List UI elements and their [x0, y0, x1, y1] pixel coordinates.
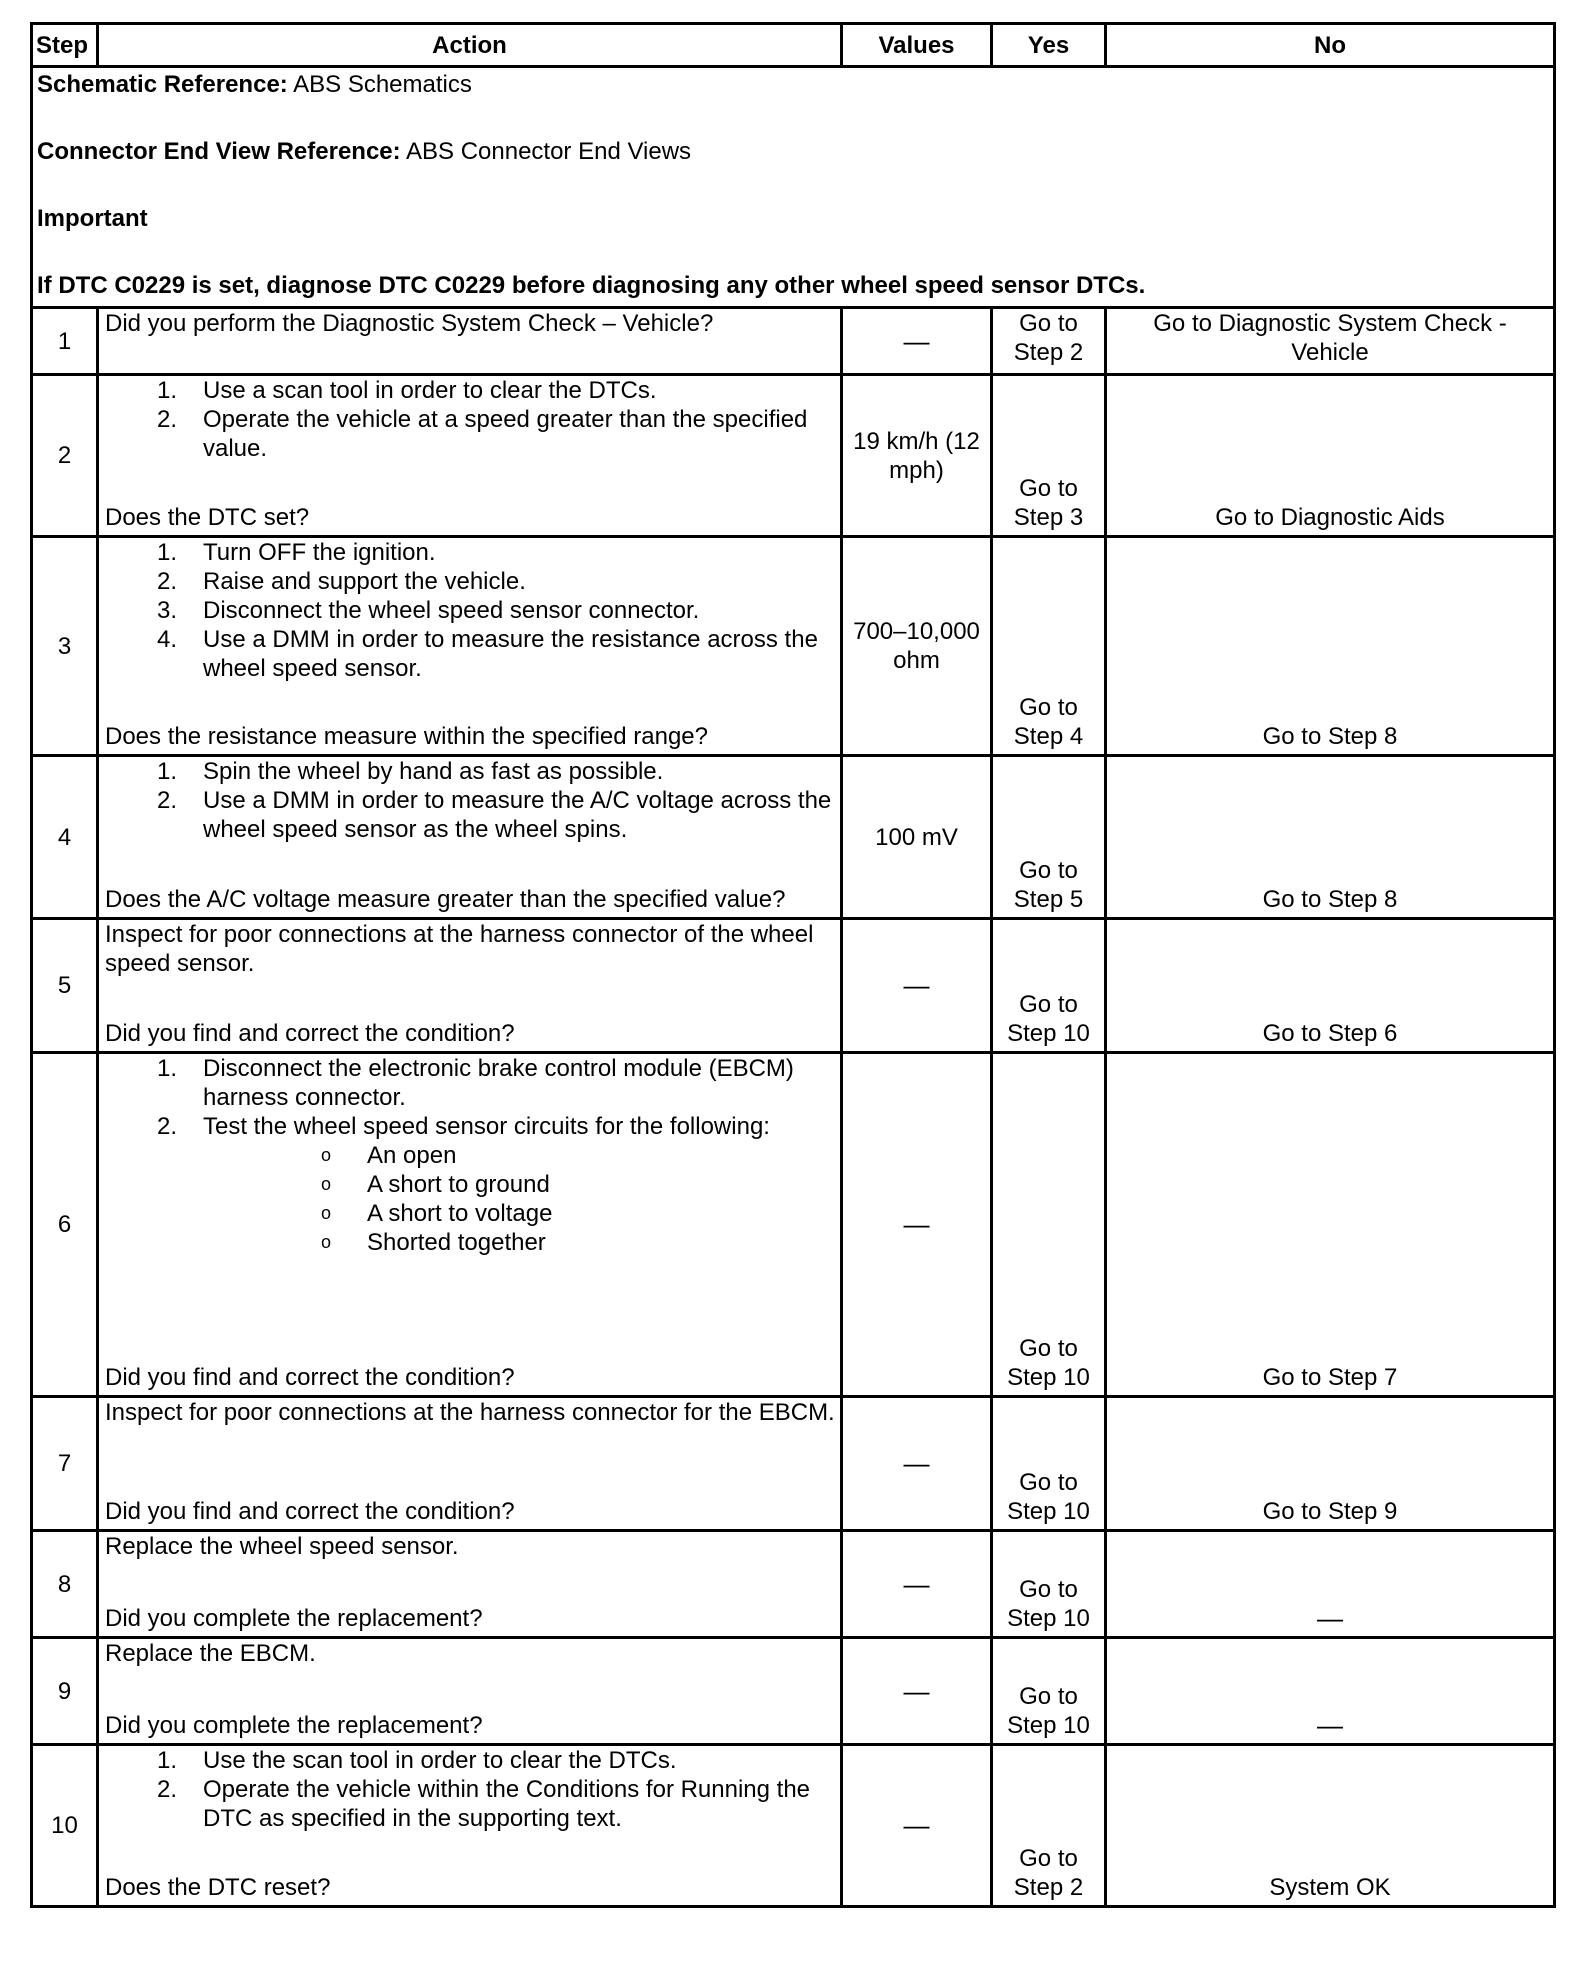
step-instruction: Replace the wheel speed sensor. [105, 1533, 459, 1560]
yes-result-line: Go to [1019, 1469, 1078, 1496]
step-value: — [842, 1053, 992, 1397]
list-item: 4. Use a DMM in order to measure the resistance across the wheel speed sensor. [99, 625, 840, 683]
step-yes [992, 375, 1106, 537]
step-action-list [99, 538, 840, 683]
step-no [1106, 375, 1555, 537]
no-result: — [1317, 1710, 1343, 1740]
yes-result-line: Step 5 [1013, 886, 1084, 913]
connector-reference-value: ABS Connector End Views [406, 138, 692, 165]
action-item-text: Operate the vehicle within the Conditions for Running the DTC as specified in the supporting text. [203, 1776, 811, 1832]
yes-result-line: Step 10 [1007, 1498, 1090, 1525]
list-item [99, 1141, 840, 1170]
list-item: 1. Use the scan tool in order to clear the DTCs. [99, 1746, 840, 1775]
step-question: Does the A/C voltage measure greater than the specified value? [105, 886, 786, 913]
table-row [32, 919, 1555, 1053]
step-no [1106, 1638, 1555, 1745]
step-value: — [842, 1638, 992, 1745]
step-number: 4 [32, 756, 98, 919]
action-item-text: Disconnect the electronic brake control module (EBCM) harness connector. [203, 1055, 794, 1111]
no-result: Go to Step 8 [1262, 886, 1398, 913]
step-no [1106, 756, 1555, 919]
list-item: 2. Test the wheel speed sensor circuits for the following: [99, 1112, 840, 1141]
action-item-text: Turn OFF the ignition. [203, 539, 436, 566]
yes-result [993, 309, 1104, 367]
step-instruction: Inspect for poor connections at the harness connector of the wheel speed sensor. [105, 921, 814, 977]
step-question: Did you find and correct the condition? [105, 1364, 515, 1391]
table-row [32, 308, 1555, 375]
step-no [1106, 308, 1555, 375]
yes-result-line: Go to [1019, 694, 1078, 721]
step-question: Did you complete the replacement? [105, 1605, 483, 1632]
diagnostic-table [30, 22, 1556, 1908]
no-result: Go to Diagnostic Aids [1215, 504, 1445, 531]
step-question: Did you find and correct the condition? [105, 1020, 515, 1047]
step-number: 7 [32, 1397, 98, 1531]
action-item-text: Use a DMM in order to measure the A/C voltage across the wheel speed sensor as the wheel spins. [203, 787, 832, 843]
no-result: — [1317, 1603, 1343, 1633]
no-result: System OK [1269, 1874, 1391, 1901]
sub-condition-text: A short to voltage [367, 1200, 553, 1227]
step-question: Does the resistance measure within the specified range? [105, 723, 708, 750]
list-item: 2. Use a DMM in order to measure the A/C voltage across the wheel speed sensor as the wheel spins. [99, 786, 840, 844]
yes-result-line: Go to [1019, 991, 1078, 1018]
table-row [32, 1745, 1555, 1907]
step-number: 9 [32, 1638, 98, 1745]
step-value: 100 mV [842, 756, 992, 919]
step-value: 19 km/h (12 mph) [842, 375, 992, 537]
step-no [1106, 1053, 1555, 1397]
yes-result-line: Step 10 [1007, 1605, 1090, 1632]
step-action [98, 1745, 842, 1907]
yes-result-line: Step 10 [1007, 1364, 1090, 1391]
step-number: 5 [32, 919, 98, 1053]
list-item: 2. Operate the vehicle at a speed greater than the specified value. [99, 405, 840, 463]
yes-result-line: Go to [1019, 1845, 1078, 1872]
reference-block [32, 67, 1555, 308]
step-instruction: Inspect for poor connections at the harness connector for the EBCM. [105, 1399, 835, 1426]
action-item-text: Use a scan tool in order to clear the DTCs. [203, 377, 657, 404]
table-row [32, 756, 1555, 919]
step-value: — [842, 1531, 992, 1638]
step-no [1106, 537, 1555, 756]
yes-result [993, 693, 1104, 751]
step-number: 8 [32, 1531, 98, 1638]
yes-result [993, 856, 1104, 914]
table-row [32, 1053, 1555, 1397]
bullet-icon: o [320, 1174, 331, 1194]
list-item [99, 1199, 840, 1228]
yes-result-line: Step 10 [1007, 1712, 1090, 1739]
list-item: 2. Raise and support the vehicle. [99, 567, 840, 596]
table-row [32, 1397, 1555, 1531]
step-yes [992, 1053, 1106, 1397]
step-instruction: Did you perform the Diagnostic System Check – Vehicle? [105, 310, 714, 337]
step-action-list [99, 1746, 840, 1833]
yes-result [993, 1682, 1104, 1740]
yes-result [993, 1468, 1104, 1526]
step-question: Did you complete the replacement? [105, 1712, 483, 1739]
yes-result-line: Step 2 [1013, 1874, 1084, 1901]
list-item [99, 1170, 840, 1199]
yes-result [993, 474, 1104, 532]
bullet-icon: o [320, 1232, 331, 1252]
table-row [32, 537, 1555, 756]
step-yes [992, 756, 1106, 919]
list-item: 3. Disconnect the wheel speed sensor connector. [99, 596, 840, 625]
step-action [98, 919, 842, 1053]
sub-condition-text: A short to ground [367, 1171, 550, 1198]
step-number: 2 [32, 375, 98, 537]
step-number: 6 [32, 1053, 98, 1397]
step-yes [992, 537, 1106, 756]
diagnostic-table-container [30, 22, 1553, 1908]
list-item [99, 1228, 840, 1257]
step-value: — [842, 1397, 992, 1531]
action-item-text: Use a DMM in order to measure the resistance across the wheel speed sensor. [203, 626, 818, 682]
yes-result-line: Go to [1019, 1576, 1078, 1603]
step-action [98, 1531, 842, 1638]
yes-result [993, 990, 1104, 1048]
no-result: Go to Step 9 [1262, 1498, 1398, 1525]
step-value: — [842, 308, 992, 375]
yes-result [993, 1575, 1104, 1633]
action-item-text: Raise and support the vehicle. [203, 568, 526, 595]
bullet-icon: o [320, 1203, 331, 1223]
yes-result-line: Step 2 [1013, 339, 1084, 366]
list-item: 1. Use a scan tool in order to clear the DTCs. [99, 376, 840, 405]
step-instruction: Replace the EBCM. [105, 1640, 316, 1667]
list-item: 1. Turn OFF the ignition. [99, 538, 840, 567]
table-row [32, 1531, 1555, 1638]
step-yes [992, 919, 1106, 1053]
step-action [98, 375, 842, 537]
step-action [98, 1397, 842, 1531]
table-row [32, 1638, 1555, 1745]
header-action: Action [98, 24, 842, 67]
sub-condition-text: An open [367, 1142, 457, 1169]
list-item: 2. Operate the vehicle within the Conditions for Running the DTC as specified in the supporting text. [99, 1775, 840, 1833]
yes-result-line: Step 4 [1013, 723, 1084, 750]
step-question: Does the DTC set? [105, 504, 310, 531]
yes-result-line: Go to [1019, 475, 1078, 502]
step-yes [992, 1397, 1106, 1531]
header-values: Values [842, 24, 992, 67]
step-action [98, 1053, 842, 1397]
step-question: Does the DTC reset? [105, 1874, 331, 1901]
no-result: Go to Step 8 [1262, 723, 1398, 750]
step-no [1106, 1531, 1555, 1638]
step-number: 10 [32, 1745, 98, 1907]
step-action [98, 537, 842, 756]
no-result: Go to Step 7 [1262, 1364, 1398, 1391]
sub-condition-list [99, 1141, 840, 1257]
step-no [1106, 1397, 1555, 1531]
list-item: 1. Spin the wheel by hand as fast as possible. [99, 757, 840, 786]
step-action [98, 756, 842, 919]
important-label: Important [37, 205, 148, 232]
schematic-reference-value: ABS Schematics [293, 71, 472, 98]
header-no: No [1106, 24, 1555, 67]
step-action [98, 308, 842, 375]
step-action-list [99, 1054, 840, 1141]
bullet-icon: o [320, 1145, 331, 1165]
yes-result [993, 1844, 1104, 1902]
yes-result-line: Go to [1019, 1683, 1078, 1710]
step-value: — [842, 1745, 992, 1907]
step-yes [992, 1638, 1106, 1745]
header-step: Step [32, 24, 98, 67]
yes-result-line: Go to [1019, 310, 1078, 337]
step-action-list [99, 757, 840, 844]
step-yes [992, 1745, 1106, 1907]
step-no [1106, 1745, 1555, 1907]
step-action-list [99, 376, 840, 463]
no-result: Go to Step 6 [1262, 1020, 1398, 1047]
step-question: Did you find and correct the condition? [105, 1498, 515, 1525]
action-item-text: Test the wheel speed sensor circuits for the following: [203, 1113, 770, 1140]
action-item-text: Disconnect the wheel speed sensor connector. [203, 597, 700, 624]
table-row [32, 375, 1555, 537]
reference-row [32, 67, 1555, 308]
connector-reference-label: Connector End View Reference: [37, 138, 401, 165]
step-value: — [842, 919, 992, 1053]
step-no [1106, 919, 1555, 1053]
action-item-text: Use the scan tool in order to clear the DTCs. [203, 1747, 677, 1774]
step-value: 700–10,000 ohm [842, 537, 992, 756]
step-yes [992, 1531, 1106, 1638]
yes-result-line: Step 3 [1013, 504, 1084, 531]
action-item-text: Operate the vehicle at a speed greater than the specified value. [203, 406, 808, 462]
step-number: 1 [32, 308, 98, 375]
yes-result [993, 1334, 1104, 1392]
yes-result-line: Step 10 [1007, 1020, 1090, 1047]
important-note: If DTC C0229 is set, diagnose DTC C0229 before diagnosing any other wheel speed sensor DTCs. [37, 272, 1146, 299]
step-action [98, 1638, 842, 1745]
step-number: 3 [32, 537, 98, 756]
table-header-row [32, 24, 1555, 67]
yes-result-line: Go to [1019, 1335, 1078, 1362]
no-result: Go to Diagnostic System Check - Vehicle [1153, 310, 1507, 366]
yes-result-line: Go to [1019, 857, 1078, 884]
sub-condition-text: Shorted together [367, 1229, 546, 1256]
action-item-text: Spin the wheel by hand as fast as possible. [203, 758, 664, 785]
step-yes [992, 308, 1106, 375]
list-item: 1. Disconnect the electronic brake control module (EBCM) harness connector. [99, 1054, 840, 1112]
schematic-reference-label: Schematic Reference: [37, 71, 288, 98]
header-yes: Yes [992, 24, 1106, 67]
